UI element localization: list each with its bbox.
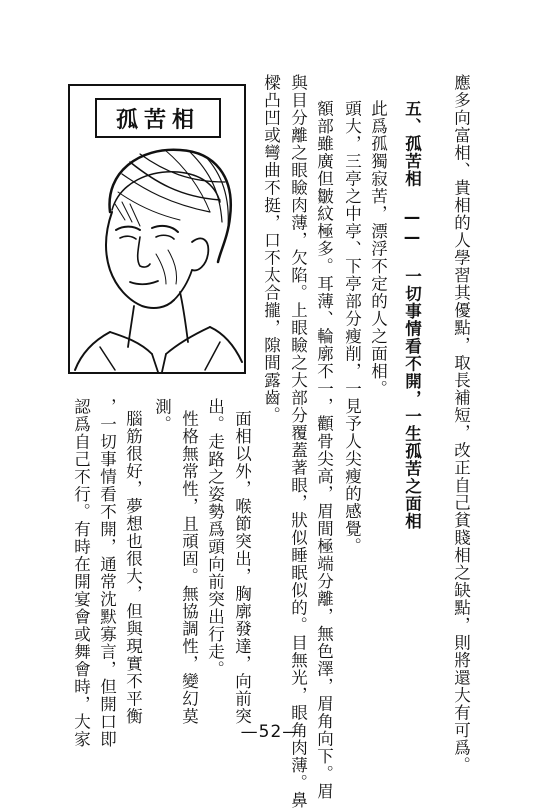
text-column-3: 此爲孤獨寂苦，漂浮不定的人之面相。 — [368, 100, 388, 398]
page-number: —52— — [240, 722, 301, 742]
text-column-8: 面相以外，喉節突出，胸廓發達，向前突 — [232, 410, 252, 725]
portrait-illustration — [68, 84, 246, 374]
text-column-13: ，一切事情看不開，通常沈默寡言，但開口即 — [97, 398, 117, 748]
text-column-7: 樑凸凹或彎曲不挺，口不太合攏，隙間露齒。 — [261, 74, 281, 424]
portrait-label: 孤苦相 — [95, 98, 221, 138]
text-column-6: 與目分離之眼瞼肉薄，欠陷。上眼瞼之大部分覆蓋著眼，狀似睡眠似的。目無光，眼角肉薄。鼻 — [288, 74, 308, 809]
text-column-12: 腦筋很好，夢想也很大，但與現實不平衡 — [123, 410, 143, 725]
text-column-10: 性格無常性，且頑固。無協調性，變幻莫 — [179, 410, 199, 725]
section-heading: 五、孤苦相 —— 一切事情看不開，一生孤苦之面相 — [402, 100, 422, 530]
face-sketch-icon — [70, 142, 243, 372]
text-column-4: 頭大，三亭之中亭、下亭部分瘦削，一見予人尖瘦的感覺。 — [342, 100, 362, 555]
text-column-5: 額部雖廣但皺紋極多。耳薄、輪廓不一，顴骨尖高，眉間極端分離，無色澤，眉角向下。眉 — [314, 100, 334, 800]
text-column-1: 應多向富相、貴相的人學習其優點，取長補短，改正自己貧賤相之缺點，則將還大有可爲。 — [451, 74, 471, 774]
text-column-14: 認爲自己不行。有時在開宴會或舞會時，大家 — [71, 398, 91, 748]
text-column-11: 測。 — [152, 398, 172, 433]
text-column-9: 出。走路之姿勢爲頭向前突出行走。 — [205, 398, 225, 678]
